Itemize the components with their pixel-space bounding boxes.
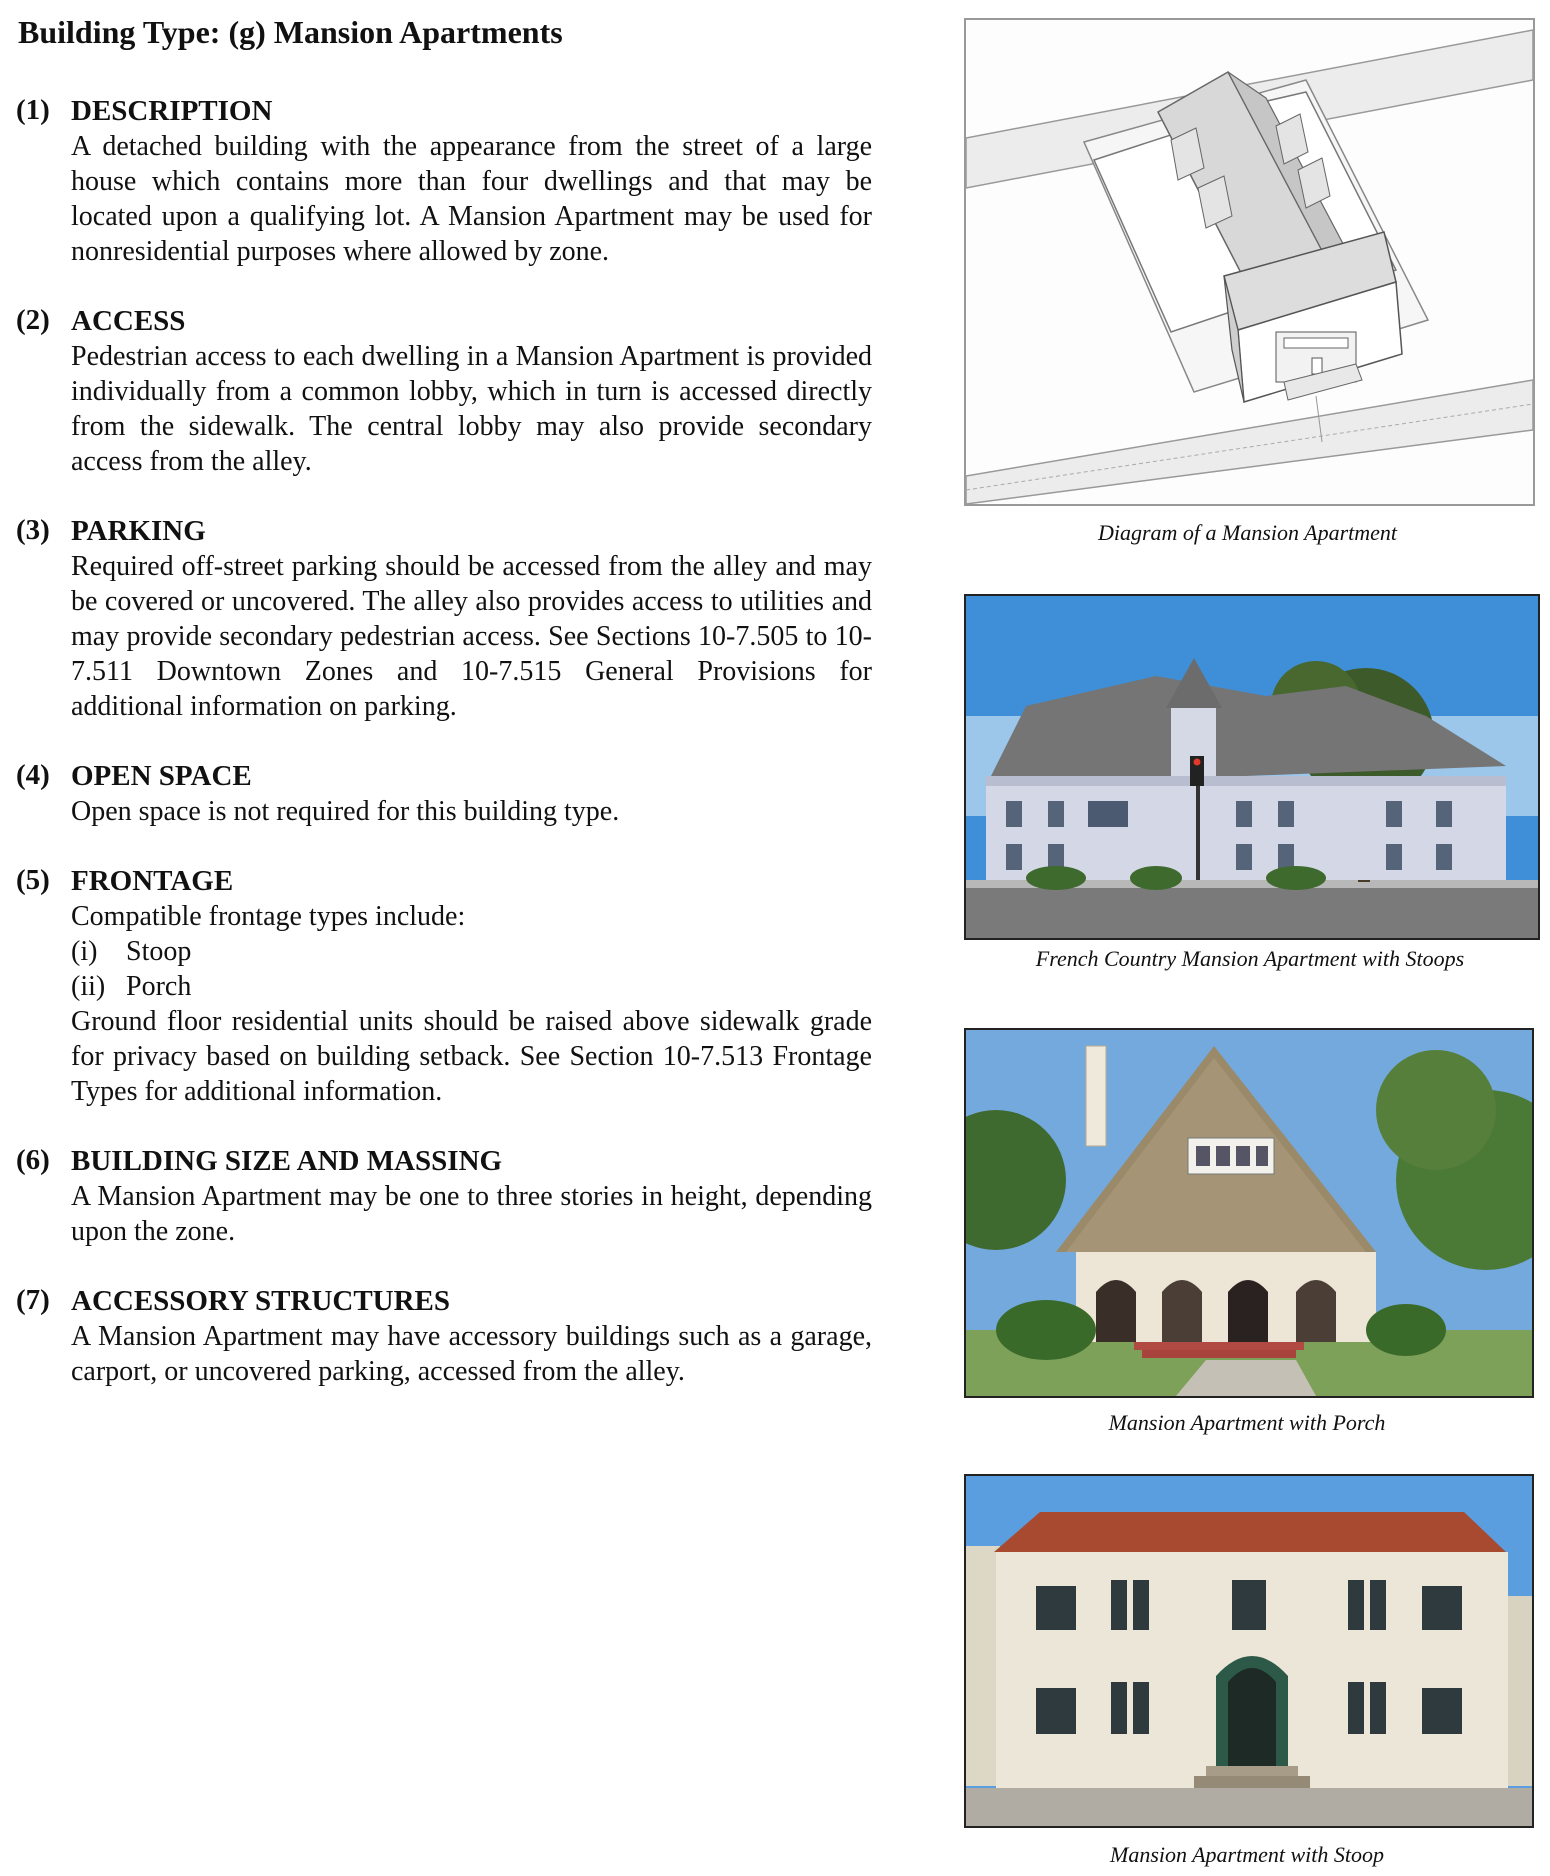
list-item-text: Porch bbox=[126, 971, 192, 1002]
section-paragraph: A Mansion Apartment may be one to three stories in height, depending upon the zone. bbox=[71, 1181, 872, 1247]
section-paragraph: Pedestrian access to each dwelling in a Mansion Apartment is provided individually from a common lobby, which in turn is accessed directly from the sidewalk. The central lobby may also provide secondary access from the alley. bbox=[71, 341, 872, 477]
section-paragraph: A Mansion Apartment may have accessory buildings such as a garage, carport, or uncovered parking, accessed from the alley. bbox=[71, 1321, 872, 1387]
list-marker: (i) bbox=[71, 936, 98, 967]
figure-caption: Mansion Apartment with Stoop bbox=[1110, 1842, 1384, 1867]
mansion-apartment-diagram bbox=[964, 18, 1535, 506]
section-paragraph: A detached building with the appearance from the street of a large house which contains more than four dwellings and that may be located upon a qualifying lot. A Mansion Apartment may be used for nonresidential purposes where allowed by zone. bbox=[71, 131, 872, 267]
section-parking bbox=[16, 514, 872, 724]
figure-caption: Mansion Apartment with Porch bbox=[1108, 1410, 1386, 1435]
section-building-size bbox=[16, 1144, 872, 1249]
section-heading: ACCESS bbox=[71, 305, 186, 337]
figure-caption: French Country Mansion Apartment with Stoops bbox=[1035, 946, 1465, 971]
frontage-intro: Compatible frontage types include: bbox=[71, 901, 466, 932]
section-number: (4) bbox=[16, 759, 50, 791]
section-heading: DESCRIPTION bbox=[71, 95, 273, 127]
section-heading: FRONTAGE bbox=[71, 865, 234, 897]
section-access bbox=[16, 304, 872, 479]
section-paragraph: Open space is not required for this building type. bbox=[71, 796, 620, 827]
list-item bbox=[71, 969, 872, 1004]
section-accessory-structures bbox=[16, 1284, 872, 1389]
section-number: (3) bbox=[16, 514, 50, 546]
mansion-stoop-photo bbox=[964, 1474, 1534, 1828]
section-paragraph: Ground floor residential units should be raised above sidewalk grade for privacy based on building setback. See Section 10-7.513 Frontage Types for additional information. bbox=[71, 1006, 872, 1107]
figure-caption: Diagram of a Mansion Apartment bbox=[1097, 520, 1398, 545]
section-heading: BUILDING SIZE AND MASSING bbox=[71, 1145, 503, 1177]
page-title: Building Type: (g) Mansion Apartments bbox=[18, 14, 563, 50]
list-item-text: Stoop bbox=[126, 936, 192, 967]
section-description bbox=[16, 94, 872, 269]
french-country-mansion-photo bbox=[964, 594, 1540, 940]
section-number: (2) bbox=[16, 304, 50, 336]
mansion-porch-photo bbox=[964, 1028, 1534, 1398]
section-heading: OPEN SPACE bbox=[71, 760, 252, 792]
section-number: (1) bbox=[16, 94, 50, 126]
section-heading: ACCESSORY STRUCTURES bbox=[71, 1285, 451, 1317]
section-heading: PARKING bbox=[71, 515, 206, 547]
section-number: (7) bbox=[16, 1284, 50, 1316]
list-item bbox=[71, 934, 872, 969]
section-paragraph: Required off-street parking should be accessed from the alley and may be covered or uncovered. The alley also provides access to utilities and may provide secondary pedestrian access. See Sections 10-7.505 to 10-7.511 Downtown Zones and 10-7.515 General Provisions for additional information on parking. bbox=[71, 551, 872, 722]
list-marker: (ii) bbox=[71, 971, 106, 1002]
sections-column bbox=[16, 94, 872, 1424]
section-open-space bbox=[16, 759, 872, 829]
section-frontage bbox=[16, 864, 872, 1109]
section-number: (6) bbox=[16, 1144, 50, 1176]
section-number: (5) bbox=[16, 864, 50, 896]
